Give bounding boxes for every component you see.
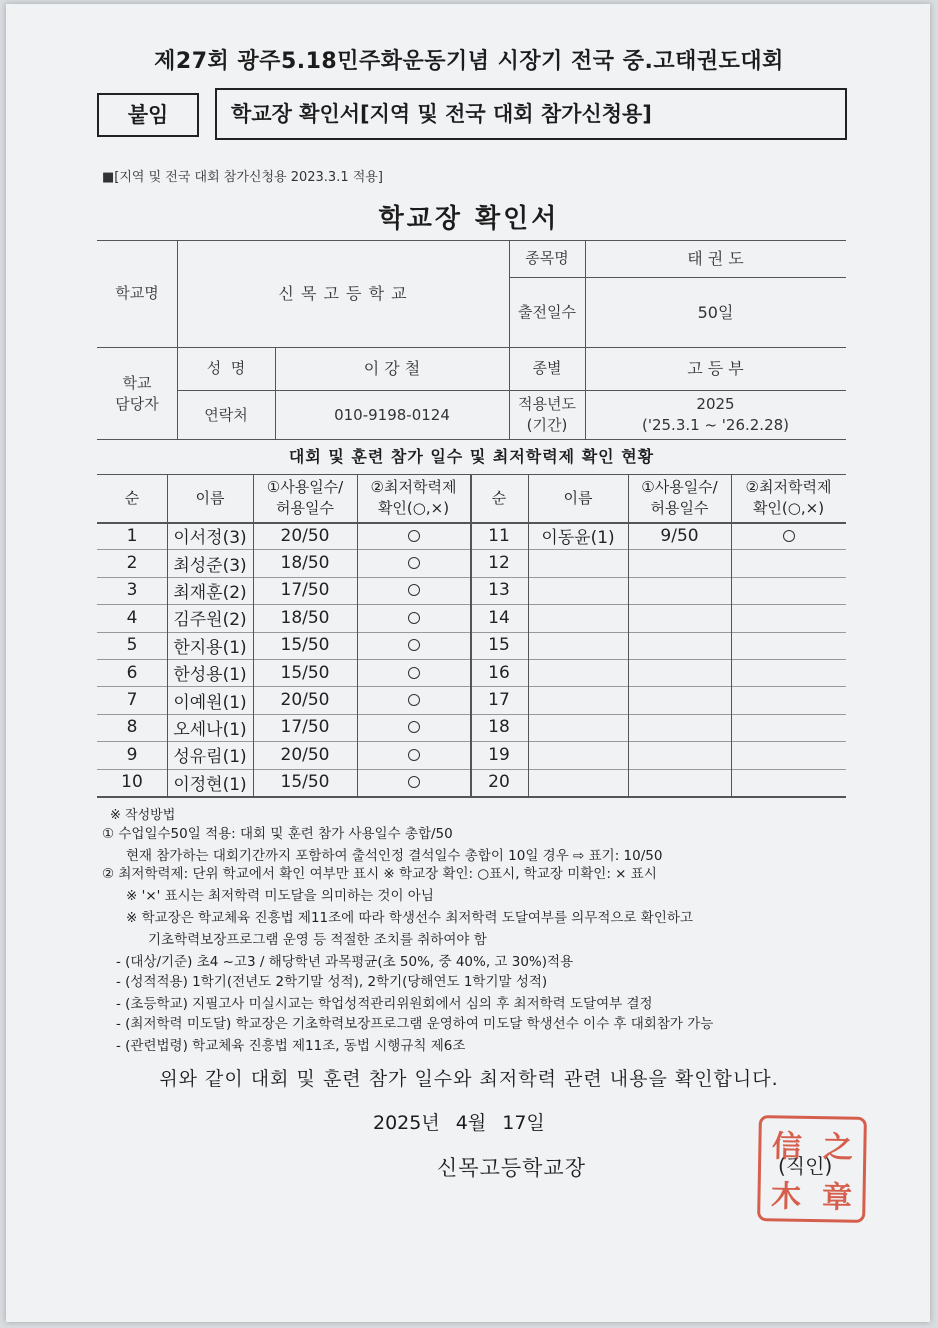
student-name: 이예원(1) — [173, 692, 247, 713]
row-number: 15 — [488, 635, 510, 656]
student-name: 최재훈(2) — [173, 582, 247, 603]
participation-section-title: 대회 및 훈련 참가 일수 및 최저학력제 확인 현황 — [288, 447, 655, 466]
academic-check — [731, 522, 846, 549]
used-days: 15/50 — [280, 662, 330, 683]
school-info-table — [97, 240, 846, 440]
header-name-right: 이름 — [563, 488, 593, 507]
header-days-left: ①사용일수/ 허용일수 — [266, 478, 344, 517]
row-number: 7 — [126, 690, 138, 711]
student-name: 한지용(1) — [173, 637, 247, 658]
check-circle-icon — [783, 530, 795, 542]
instruction-line: ② 최저학력제: 단위 학교에서 확인 여부만 표시 ※ 학교장 확인: ○표시, 학교장 미확인: × 표시 — [102, 866, 657, 882]
check-circle-icon — [408, 721, 420, 733]
used-days: 20/50 — [280, 744, 330, 765]
row-number: 16 — [488, 662, 510, 683]
division-label: 종별 — [532, 359, 562, 377]
student-name: 오세나(1) — [173, 719, 247, 740]
header-check-right: ②최저학력제 확인(○,×) — [745, 478, 832, 517]
instruction-line: - (초등학교) 지필고사 미실시교는 학업성적관리위원회에서 심의 후 최저학력 도달여부 결정 — [116, 996, 653, 1012]
row-number: 9 — [126, 744, 138, 765]
manager-name-label: 성 명 — [206, 359, 246, 377]
academic-check — [357, 741, 470, 768]
row-number: 1 — [126, 525, 138, 546]
header-check-left: ②최저학력제 확인(○,×) — [370, 478, 457, 517]
header-no-left: 순 — [124, 488, 140, 507]
academic-check — [357, 686, 470, 713]
division-value: 고 등 부 — [687, 359, 744, 378]
student-name — [528, 741, 628, 768]
student-name: 이동윤(1) — [541, 528, 615, 549]
student-name — [528, 769, 628, 796]
header-days-right: ①사용일수/ 허용일수 — [641, 478, 718, 517]
seal-character: 之 — [822, 1130, 854, 1166]
academic-check — [357, 769, 470, 796]
header-no-right: 순 — [491, 488, 507, 507]
check-circle-icon — [408, 749, 420, 761]
academic-check — [357, 659, 470, 686]
instruction-line: ※ 학교장은 학교체육 진흥법 제11조에 따라 학생선수 최저학력 도달여부를 의무적으로 확인하고 — [126, 910, 693, 926]
instruction-line: - (성적적용) 1학기(전년도 2학기말 성적), 2학기(당해연도 1학기말 성적) — [116, 974, 548, 990]
year-value: 2025 — [696, 395, 735, 413]
used-days: 17/50 — [280, 717, 330, 738]
used-days: 9/50 — [660, 525, 699, 546]
document-subject: 학교장 확인서[지역 및 전국 대회 참가신청용] — [215, 88, 847, 140]
used-days — [628, 741, 731, 768]
student-name — [528, 632, 628, 659]
school-name-label: 학교명 — [115, 284, 159, 302]
row-number: 2 — [126, 553, 138, 574]
used-days — [628, 659, 731, 686]
row-number: 13 — [488, 580, 510, 601]
used-days — [628, 577, 731, 604]
student-name — [528, 659, 628, 686]
used-days — [628, 604, 731, 631]
seal-character: 信 — [771, 1129, 803, 1165]
days-label: 출전일수 — [518, 302, 576, 321]
check-circle-icon — [408, 584, 420, 596]
instruction-line: ① 수업일수50일 적용: 대회 및 훈련 참가 사용일수 총합/50 — [102, 826, 453, 842]
row-number: 19 — [488, 744, 510, 765]
instruction-line: - (대상/기준) 초4 ~고3 / 해당학년 과목평균(초 50%, 중 40%, 고 30%)적용 — [116, 954, 574, 970]
student-name: 성유림(1) — [173, 747, 247, 768]
row-number: 8 — [126, 717, 138, 738]
sport-value: 태 권 도 — [687, 249, 744, 268]
used-days: 15/50 — [280, 772, 330, 793]
student-name — [528, 604, 628, 631]
row-number: 3 — [126, 580, 138, 601]
row-number: 4 — [126, 607, 138, 628]
instruction-line: ※ '×' 표시는 최저학력 미도달을 의미하는 것이 아님 — [126, 888, 434, 904]
instruction-line: 현재 참가하는 대회기간까지 포함하여 출석인정 결석일수 총합이 10일 경우 ⇨ 표기: 10/50 — [126, 848, 663, 864]
event-title: 제27회 광주5.18민주화운동기념 시장기 전국 중.고태권도대회 — [154, 49, 784, 74]
row-number: 12 — [488, 553, 510, 574]
academic-check — [357, 577, 470, 604]
check-circle-icon — [408, 694, 420, 706]
check-circle-icon — [408, 530, 420, 542]
check-circle-icon — [408, 639, 420, 651]
check-circle-icon — [408, 612, 420, 624]
check-circle-icon — [408, 557, 420, 569]
manager-label: 학교 담당자 — [115, 373, 159, 413]
academic-check — [357, 632, 470, 659]
used-days — [628, 714, 731, 741]
year-label: 적용년도 (기간) — [518, 395, 576, 434]
signer-title: 신목고등학교장 — [437, 1156, 587, 1180]
seal-character: 章 — [821, 1180, 853, 1216]
student-name — [528, 714, 628, 741]
row-number: 6 — [126, 662, 138, 683]
row-number: 10 — [121, 772, 143, 793]
student-name: 이서정(3) — [173, 528, 247, 549]
row-number: 11 — [488, 525, 510, 546]
school-name-value: 신 목 고 등 학 교 — [278, 284, 408, 303]
document-date: 2025년 4월 17일 — [373, 1112, 545, 1134]
seal-character: 木 — [770, 1179, 802, 1215]
student-name — [528, 686, 628, 713]
row-number: 5 — [126, 635, 138, 656]
used-days: 18/50 — [280, 607, 330, 628]
instruction-line: - (관련법령) 학교체육 진흥법 제11조, 동법 시행규칙 제6조 — [116, 1038, 466, 1054]
used-days: 17/50 — [280, 580, 330, 601]
table-rule — [97, 796, 846, 798]
instruction-line: 기초학력보장프로그램 운영 등 적절한 조치를 취하여야 함 — [148, 932, 487, 948]
form-note: ■[지역 및 전국 대회 참가신청용 2023.3.1 적용] — [102, 170, 383, 185]
check-circle-icon — [408, 667, 420, 679]
header-name-left: 이름 — [195, 488, 225, 507]
form-title: 학교장 확인서 — [378, 204, 560, 234]
participation-table — [97, 474, 846, 796]
used-days: 20/50 — [280, 525, 330, 546]
confirmation-statement: 위와 같이 대회 및 훈련 참가 일수와 최저학력 관련 내용을 확인합니다. — [159, 1068, 779, 1090]
used-days: 18/50 — [280, 553, 330, 574]
used-days — [628, 549, 731, 576]
used-days — [628, 632, 731, 659]
academic-check — [357, 549, 470, 576]
used-days — [628, 686, 731, 713]
row-number: 20 — [488, 772, 510, 793]
academic-check — [357, 604, 470, 631]
seal-label: (직인) — [778, 1154, 833, 1178]
manager-contact-value: 010-9198-0124 — [334, 405, 450, 424]
used-days: 20/50 — [280, 690, 330, 711]
sport-label: 종목명 — [525, 249, 569, 267]
check-circle-icon — [408, 776, 420, 788]
row-number: 17 — [488, 690, 510, 711]
instruction-line: - (최저학력 미도달) 학교장은 기초학력보장프로그램 운영하여 미도달 학생선수 이수 후 대회참가 가능 — [116, 1016, 714, 1032]
student-name — [528, 577, 628, 604]
year-period: ('25.3.1 ~ '26.2.28) — [641, 416, 790, 434]
academic-check — [357, 522, 470, 549]
student-name: 이정현(1) — [173, 774, 247, 795]
student-name — [528, 549, 628, 576]
student-name: 한성용(1) — [173, 665, 247, 686]
used-days — [628, 769, 731, 796]
days-value: 50일 — [697, 302, 734, 322]
row-number: 18 — [488, 717, 510, 738]
attachment-tag: 붙임 — [97, 93, 199, 137]
manager-name-value: 이 강 철 — [363, 359, 421, 378]
manager-contact-label: 연락처 — [204, 405, 248, 424]
used-days: 15/50 — [280, 635, 330, 656]
row-number: 14 — [488, 607, 510, 628]
student-name: 김주원(2) — [173, 610, 247, 631]
academic-check — [357, 714, 470, 741]
student-name: 최성준(3) — [173, 555, 247, 576]
instruction-line: ※ 작성방법 — [110, 808, 176, 823]
